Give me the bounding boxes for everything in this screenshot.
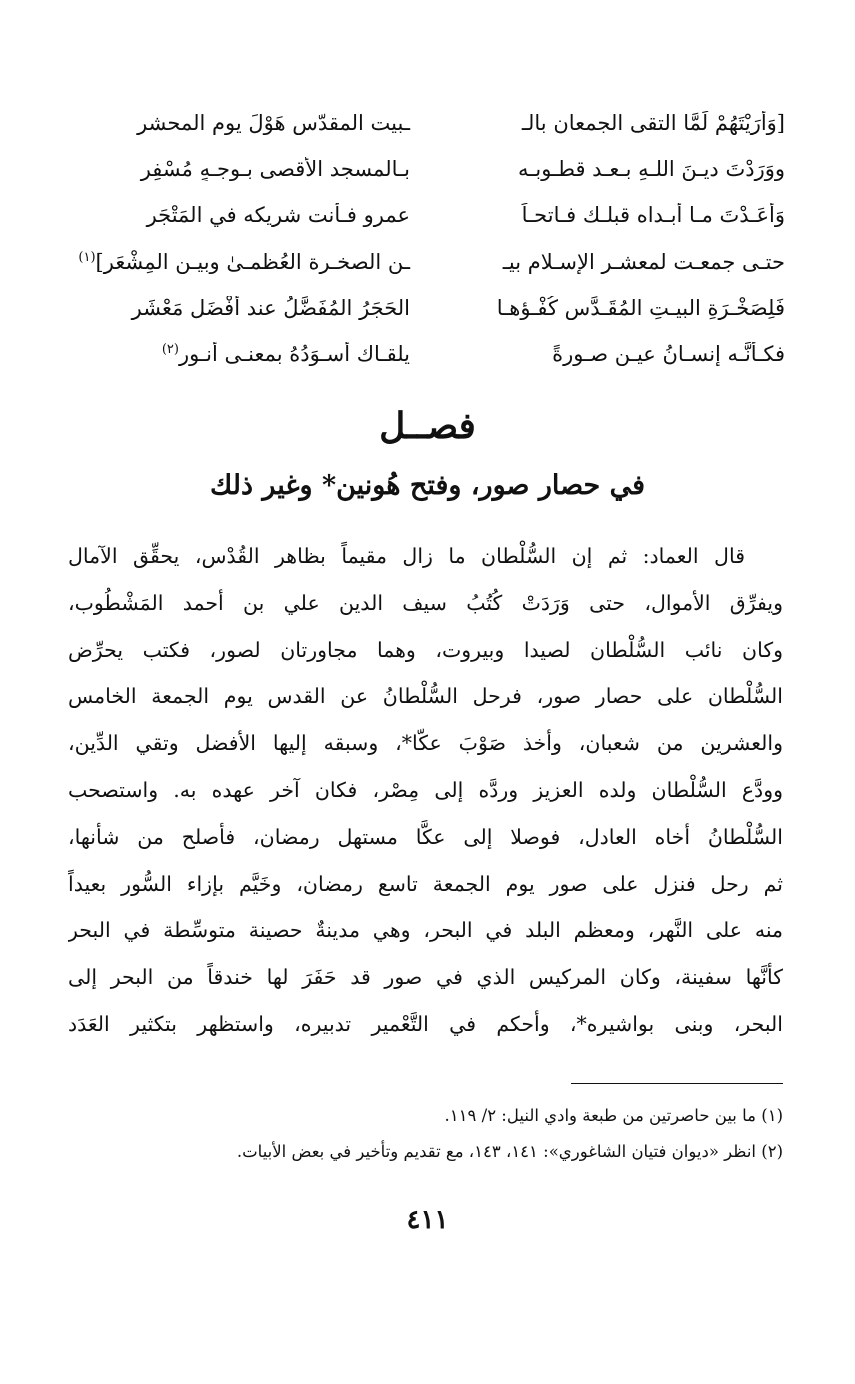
verse-second-text: بـالمسجد الأقصى بـوجـهٍ مُسْفِرِ <box>140 157 410 182</box>
verse-first-hemistich: حتـى جمعـت لمعشـر الإسـلام بيـ <box>502 249 785 274</box>
verse-row <box>70 331 785 377</box>
body-text <box>68 533 783 1048</box>
text-line: قال العماد: ثم إن السُّلْطان ما زال مقيماً بظاهر القُدْس، يحقِّق الآمال <box>68 544 745 568</box>
text-line: وكان نائب السُّلْطان لصيدا وبيروت، وهما مجاورتان لصور، فكتب يحرِّض <box>68 637 783 662</box>
verse-second-text: الحَجَرُ المُفَضَّلُ عند أَفْضَلِ مَعْشَرِ <box>131 295 410 320</box>
section-subtitle: في حصار صور، وفتح هُونين* وغير ذلك <box>209 470 646 501</box>
verse-second-text: عمرو فـأنت شريكه في المَتْجَرِ <box>146 203 410 228</box>
text-line: منه على النَّهر، ومعظم البلد في البحر، وهي مدينةٌ حصينة متوسِّطة في البحر <box>68 918 783 943</box>
verse-row <box>70 285 785 331</box>
verse-first-hemistich: [وَأَرَيْتَهُمْ لَمَّا التقى الجمعان بالـ <box>521 111 785 136</box>
footnote-marker: (٢) <box>161 342 179 358</box>
verse-second-hemistich <box>70 157 420 181</box>
text-line: السُّلْطانُ أخاه العادل، فوصلا إلى عكَّا مستهل رمضان، فأصلح من شأنها، <box>68 824 783 849</box>
verse-row <box>70 100 785 146</box>
poem-verses <box>70 100 785 377</box>
verse-first-hemistich: ووَرَدْتَ ديـنَ اللـهِ بـعـد قطـوبـه <box>517 157 785 182</box>
verse-first-hemistich: وَأَعَـدْتَ مـا أبـداه قبلـك فـاتحـاً <box>521 203 785 228</box>
verse-second-hemistich <box>70 296 420 320</box>
verse-row <box>70 192 785 238</box>
verse-second-hemistich <box>70 111 420 135</box>
text-line: ويفرِّق الأموال، حتى وَرَدَتْ كُتُبُ سيف الدين علي بن أحمد المَشْطُوب، <box>68 590 783 615</box>
verse-row <box>70 146 785 192</box>
text-line: البحر، وبنى بواشيره*، وأحكم في التَّعْمير تدبيره، واستظهر بتكثير العَدَد <box>68 1011 783 1036</box>
verse-first-hemistich: فكـأنَّـه إنسـانُ عيـنٍ صـورةً <box>552 342 785 367</box>
text-line: كأنَّها سفينة، وكان المركيس الذي في صور قد حَفَرَ لها خندقاً من البحر إلى <box>68 965 783 990</box>
verse-second-hemistich <box>70 250 420 274</box>
text-line: وودَّع السُّلْطان ولده العزيز وردَّه إلى مِصْر، فكان آخر عهده به. واستصحب <box>68 777 783 802</box>
text-line: السُّلْطان على حصار صور، فرحل السُّلْطانُ عن القدس يوم الجمعة الخامس <box>68 684 783 709</box>
verse-second-text: ـن الصخـرة العُظمـىٰ وبيـن المِشْعَرِ] <box>95 249 410 274</box>
page-number: ٤١١ <box>406 1205 449 1235</box>
footnote: (١) ما بين حاصرتين من طبعة وادي النيل: ٢/ ١١٩. <box>444 1106 783 1125</box>
text-line: والعشرين من شعبان، وأخذ صَوْبَ عكّا*، وسبقه إليها الأفضل وتقي الدِّين، <box>68 731 783 756</box>
verse-first-hemistich: فَلِصَخْـرَةِ البيـتِ المُقَـدَّس كُفْـؤهـا <box>496 295 785 320</box>
footnote-divider <box>571 1083 783 1084</box>
verse-second-hemistich <box>70 203 420 227</box>
verse-row <box>70 239 785 285</box>
verse-second-text: يلقـاك أسـوَدُهُ بمعنـى أنـور <box>178 342 410 367</box>
section-title: فصــل <box>379 405 476 447</box>
footnote: (٢) انظر «ديوان فتيان الشاغوري»: ١٤١، ١٤٣، مع تقديم وتأخير في بعض الأبيات. <box>236 1142 783 1161</box>
text-line: ثم رحل فنزل على صور يوم الجمعة تاسع رمضان، وخَيَّم بإزاء السُّور بعيداً <box>68 871 783 896</box>
verse-second-hemistich <box>70 342 420 366</box>
footnote-marker: (١) <box>78 249 96 265</box>
footnotes <box>68 1098 783 1170</box>
verse-second-text: ـبيت المقدّس هَوْلَ يومِ المحشر <box>137 111 410 136</box>
